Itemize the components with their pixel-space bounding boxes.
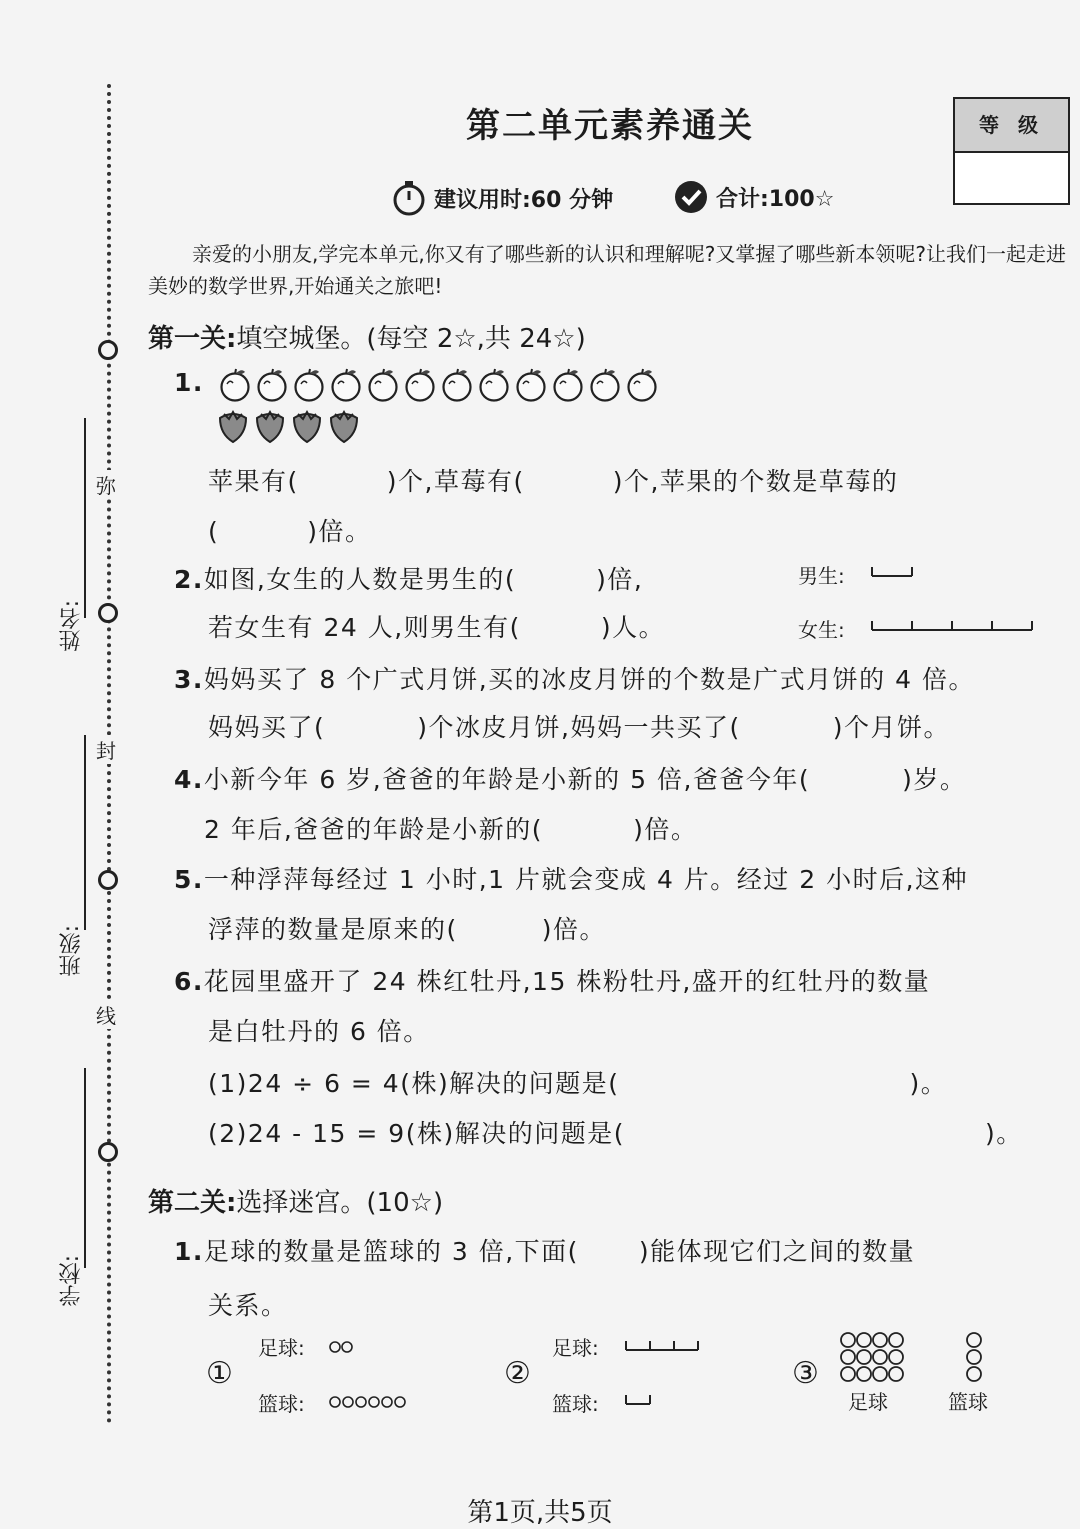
total-score [674, 180, 834, 214]
football-circle [857, 1367, 871, 1381]
s2-q1-line1: 1.足球的数量是篮球的 3 倍,下面( )能体现它们之间的数量 [174, 1237, 916, 1266]
option-2-mark[interactable]: ② [504, 1356, 531, 1391]
option-3-figure [838, 1330, 998, 1390]
bind-char-xian: 线 [96, 1000, 116, 1029]
q5-line2: 浮萍的数量是原来的( )倍。 [208, 915, 607, 944]
bind-char-feng: 封 [96, 735, 116, 764]
football-circle [841, 1350, 855, 1364]
q1-line2: ( )倍。 [208, 517, 372, 546]
intro-paragraph: 亲爱的小朋友,学完本单元,你又有了哪些新的认识和理解呢?又掌握了哪些新本领呢?让我们一起走进美妙的数学世界,开始通关之旅吧! [148, 242, 1066, 298]
q6-sub1: (1)24 ÷ 6 = 4(株)解决的问题是( )。 [208, 1069, 948, 1098]
stopwatch-icon [392, 180, 426, 216]
grade-box-label: 等 级 [955, 99, 1068, 153]
girl-bar [872, 621, 1032, 630]
total-score-text: 合计:100☆ [716, 186, 835, 212]
suggested-time [392, 180, 613, 216]
football-circle [873, 1367, 887, 1381]
apple-icon [625, 368, 659, 402]
section1-heading [148, 318, 586, 355]
q2-segment-diagram [870, 562, 1040, 642]
football-circle [889, 1367, 903, 1381]
option-2-basketball-label: 篮球: [552, 1392, 599, 1416]
ball-circle [330, 1397, 340, 1407]
strawberry-icon [290, 406, 324, 444]
ball-circle [382, 1397, 392, 1407]
q2-girl-label: 女生: [798, 618, 845, 642]
ball-circle [395, 1397, 405, 1407]
apple-icon [255, 368, 289, 402]
binding-ring [98, 603, 118, 623]
ball-circle [343, 1397, 353, 1407]
football-circle [873, 1350, 887, 1364]
page-title: 第二单元素养通关 [466, 106, 754, 146]
s2-q1-line2: 关系。 [208, 1291, 288, 1320]
q6-line2: 是白牡丹的 6 倍。 [208, 1017, 430, 1046]
strawberry-icon [327, 406, 361, 444]
q4-line1: 4.小新今年 6 岁,爸爸的年龄是小新的 5 倍,爸爸今年( )岁。 [174, 765, 967, 794]
q2-boy-label: 男生: [798, 564, 845, 588]
ball-circle [356, 1397, 366, 1407]
boy-bar [872, 567, 912, 576]
binding-ring [98, 340, 118, 360]
apple-icon [329, 368, 363, 402]
apple-icon [588, 368, 622, 402]
school-label: 学校: [59, 1255, 84, 1307]
name-write-line[interactable] [84, 418, 86, 618]
basketball-circle [967, 1367, 981, 1381]
football-circle [889, 1350, 903, 1364]
bind-char-mi: 弥 [96, 470, 116, 499]
strawberry-icon [216, 406, 250, 444]
apple-icon [440, 368, 474, 402]
basketball-circle [967, 1350, 981, 1364]
football-circle [841, 1333, 855, 1347]
q1-number: 1. [174, 368, 204, 397]
q2-line1: 2.如图,女生的人数是男生的( )倍, [174, 565, 644, 594]
check-circle-icon [674, 180, 708, 214]
football-circle [889, 1333, 903, 1347]
class-label: 班级: [59, 925, 84, 977]
option-2-figure [624, 1336, 714, 1412]
apple-icon [477, 368, 511, 402]
football-circle [873, 1333, 887, 1347]
binding-ring [98, 1142, 118, 1162]
ball-circle [342, 1342, 352, 1352]
apple-icon [514, 368, 548, 402]
option-3-basketball-caption: 篮球 [948, 1390, 988, 1414]
section2-heading [148, 1182, 443, 1219]
basketball-circle [967, 1333, 981, 1347]
apple-icon [403, 368, 437, 402]
suggested-time-text: 建议用时:60 分钟 [434, 187, 614, 213]
option-1-basketball-label: 篮球: [258, 1392, 305, 1416]
apple-icon [292, 368, 326, 402]
name-label: 姓名: [59, 600, 84, 652]
section1-title-rest: 填空城堡。(每空 2☆,共 24☆) [236, 324, 586, 354]
q6-line1: 6.花园里盛开了 24 株红牡丹,15 株粉牡丹,盛开的红牡丹的数量 [174, 967, 931, 996]
ball-circle [369, 1397, 379, 1407]
apple-icon [551, 368, 585, 402]
grade-box[interactable] [953, 97, 1070, 205]
page-footer: 第1页,共5页 [467, 1498, 613, 1528]
option-1-mark[interactable]: ① [206, 1356, 233, 1391]
q3-line1: 3.妈妈买了 8 个广式月饼,买的冰皮月饼的个数是广式月饼的 4 倍。 [174, 665, 975, 694]
option-1-figure [328, 1336, 418, 1412]
football-circle [841, 1367, 855, 1381]
q6-sub2: (2)24 - 15 = 9(株)解决的问题是( )。 [208, 1119, 1023, 1148]
binding-ring [98, 870, 118, 890]
option-3-mark[interactable]: ③ [792, 1356, 819, 1391]
q4-line2: 2 年后,爸爸的年龄是小新的( )倍。 [204, 815, 698, 844]
section2-title: 第二关: [148, 1188, 237, 1218]
football-circle [857, 1333, 871, 1347]
apple-icon [366, 368, 400, 402]
ball-circle [330, 1342, 340, 1352]
q3-line2: 妈妈买了( )个冰皮月饼,妈妈一共买了( )个月饼。 [208, 713, 950, 742]
section2-title-rest: 选择迷宫。(10☆) [236, 1188, 444, 1218]
section1-title: 第一关: [148, 324, 237, 354]
q2-line2: 若女生有 24 人,则男生有( )人。 [208, 613, 666, 642]
option-1-football-label: 足球: [258, 1336, 305, 1360]
school-write-line[interactable] [84, 1068, 86, 1268]
option-3-football-caption: 足球 [848, 1390, 888, 1414]
strawberry-icon [253, 406, 287, 444]
class-write-line[interactable] [84, 735, 86, 930]
apple-icon [218, 368, 252, 402]
option-2-football-label: 足球: [552, 1336, 599, 1360]
q1-line1: 苹果有( )个,草莓有( )个,苹果的个数是草莓的 [208, 467, 899, 496]
q5-line1: 5.一种浮萍每经过 1 小时,1 片就会变成 4 片。经过 2 小时后,这种 [174, 865, 969, 894]
football-circle [857, 1350, 871, 1364]
